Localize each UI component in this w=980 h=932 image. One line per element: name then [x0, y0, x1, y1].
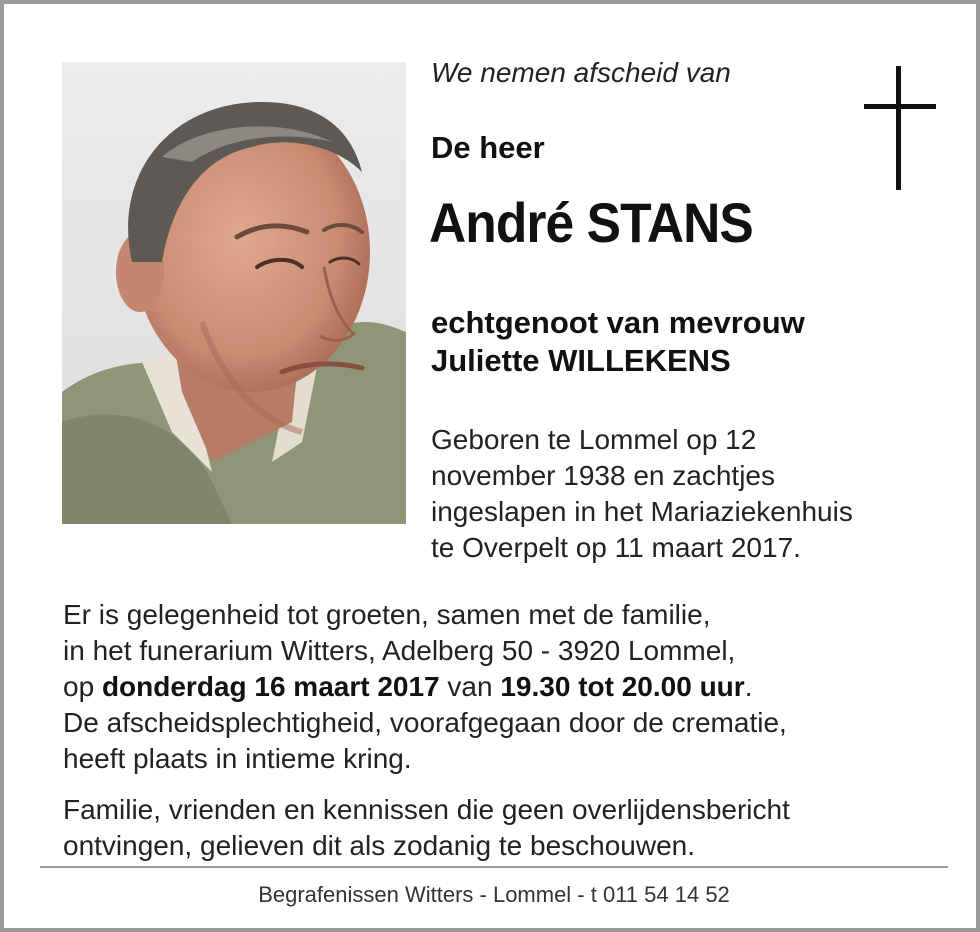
portrait-photo — [62, 62, 406, 524]
visitation-block — [63, 597, 787, 777]
spouse-name: Juliette WILLEKENS — [431, 343, 731, 378]
birth-death-block — [431, 422, 853, 566]
notice-block — [63, 792, 790, 864]
visit-line-date — [63, 669, 787, 705]
visit-line: De afscheidsplechtigheid, voorafgegaan door de crematie, — [63, 707, 787, 738]
notice-line: Familie, vrienden en kennissen die geen overlijdensbericht — [63, 794, 790, 825]
deceased-name: André STANS — [429, 191, 753, 254]
intro-text: We nemen afscheid van — [431, 57, 731, 88]
visit-time: 19.30 tot 20.00 uur — [500, 671, 745, 702]
spouse-block — [431, 304, 805, 380]
birth-line: te Overpelt op 11 maart 2017. — [431, 532, 801, 563]
cross-icon — [862, 66, 938, 192]
visit-date: donderdag 16 maart 2017 — [101, 671, 440, 702]
birth-line: november 1938 en zachtjes — [431, 460, 775, 491]
visit-line: in het funerarium Witters, Adelberg 50 - 3920 Lommel, — [63, 635, 736, 666]
visit-line: heeft plaats in intieme kring. — [63, 743, 412, 774]
visit-prefix: op — [63, 671, 102, 702]
spouse-line: echtgenoot van mevrouw — [431, 305, 805, 340]
salutation: De heer — [431, 130, 545, 165]
divider — [40, 866, 948, 868]
visit-connector: van — [439, 671, 501, 702]
birth-line: Geboren te Lommel op 12 — [431, 424, 757, 455]
visit-line: Er is gelegenheid tot groeten, samen met de familie, — [63, 599, 711, 630]
visit-period: . — [744, 671, 753, 702]
birth-line: ingeslapen in het Mariaziekenhuis — [431, 496, 853, 527]
notice-line: ontvingen, gelieven dit als zodanig te beschouwen. — [63, 830, 695, 861]
funeral-home-footer: Begrafenissen Witters - Lommel - t 011 54 14 52 — [258, 882, 730, 907]
